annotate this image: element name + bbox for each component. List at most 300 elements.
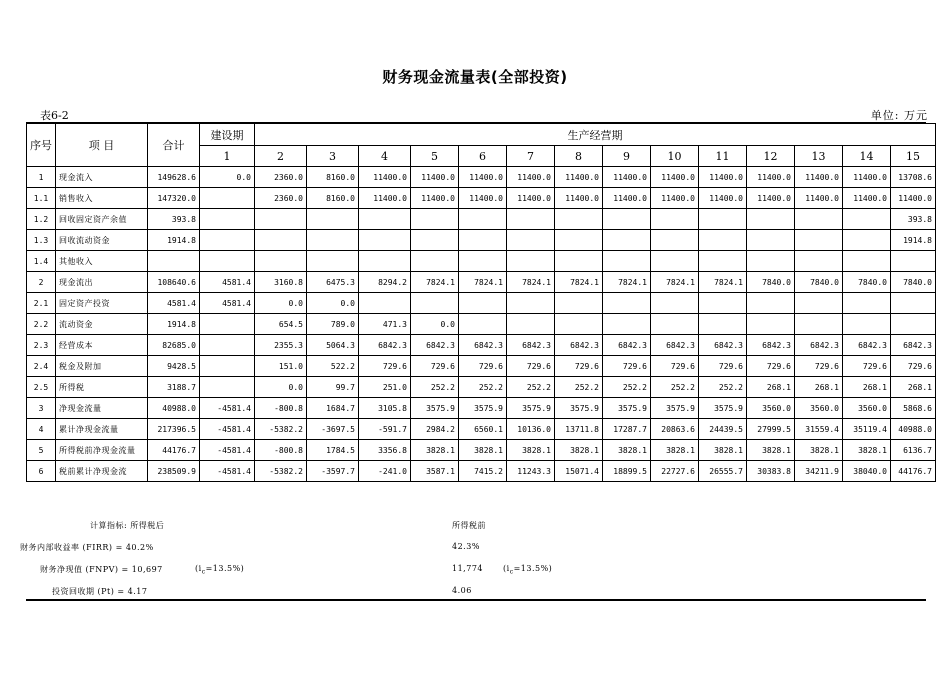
table-row — [27, 440, 936, 461]
row-value — [359, 251, 411, 272]
header-period-12: 12 — [747, 146, 795, 167]
row-value: 8160.0 — [307, 167, 359, 188]
row-value: 252.2 — [555, 377, 603, 398]
row-value — [459, 251, 507, 272]
header-period-5: 5 — [411, 146, 459, 167]
row-value: 252.2 — [651, 377, 699, 398]
row-value — [255, 209, 307, 230]
header-construction: 建设期 — [200, 124, 255, 146]
unit-label: 单位: 万元 — [870, 109, 928, 122]
row-value: 11400.0 — [603, 188, 651, 209]
row-value: 7840.0 — [747, 272, 795, 293]
header-row — [27, 124, 936, 146]
row-number: 2 — [27, 272, 56, 293]
row-total: 108640.6 — [148, 272, 200, 293]
table-row — [27, 293, 936, 314]
row-value: 471.3 — [359, 314, 411, 335]
table-row — [27, 377, 936, 398]
row-value: 13711.8 — [555, 419, 603, 440]
row-value — [891, 293, 936, 314]
row-value — [200, 377, 255, 398]
row-value: 11400.0 — [843, 167, 891, 188]
row-value: 35119.4 — [843, 419, 891, 440]
row-value: 729.6 — [603, 356, 651, 377]
row-value: 7415.2 — [459, 461, 507, 482]
table-row — [27, 356, 936, 377]
row-value — [307, 251, 359, 272]
row-value: 6842.3 — [603, 335, 651, 356]
row-value — [359, 209, 411, 230]
row-item: 所得税 — [56, 377, 148, 398]
row-value — [651, 251, 699, 272]
table-row — [27, 461, 936, 482]
row-value: 2984.2 — [411, 419, 459, 440]
row-value: 6842.3 — [699, 335, 747, 356]
row-value: 3828.1 — [795, 440, 843, 461]
row-value: 7824.1 — [555, 272, 603, 293]
row-value: 17287.7 — [603, 419, 651, 440]
cash-flow-table — [26, 123, 936, 482]
row-value: 0.0 — [411, 314, 459, 335]
row-value — [747, 314, 795, 335]
page-title: 财务现金流量表(全部投资) — [382, 68, 568, 86]
row-value: 11400.0 — [795, 167, 843, 188]
row-value — [843, 251, 891, 272]
row-value: 1684.7 — [307, 398, 359, 419]
row-value — [603, 293, 651, 314]
row-value — [651, 230, 699, 251]
row-item: 现金流入 — [56, 167, 148, 188]
row-value: 6842.3 — [555, 335, 603, 356]
row-value — [307, 230, 359, 251]
row-value: 3828.1 — [555, 440, 603, 461]
row-value: 729.6 — [555, 356, 603, 377]
row-item: 固定资产投资 — [56, 293, 148, 314]
row-value: 30383.8 — [747, 461, 795, 482]
row-number: 2.5 — [27, 377, 56, 398]
row-value — [555, 314, 603, 335]
row-value: 11400.0 — [459, 167, 507, 188]
row-total — [148, 251, 200, 272]
row-value: 4581.4 — [200, 272, 255, 293]
payback-label: 投资回收期 (Pt) = 4.17 — [52, 587, 148, 596]
row-value: 3828.1 — [459, 440, 507, 461]
row-value: 40988.0 — [891, 419, 936, 440]
row-value — [699, 251, 747, 272]
row-value: 654.5 — [255, 314, 307, 335]
row-value: 11400.0 — [507, 167, 555, 188]
row-value: 7824.1 — [603, 272, 651, 293]
row-total: 1914.8 — [148, 314, 200, 335]
row-value: 3575.9 — [699, 398, 747, 419]
header-period-6: 6 — [459, 146, 507, 167]
row-value — [651, 293, 699, 314]
row-value — [843, 230, 891, 251]
row-value: 268.1 — [795, 377, 843, 398]
row-value: 11400.0 — [699, 188, 747, 209]
row-value — [200, 356, 255, 377]
row-value — [459, 293, 507, 314]
row-value: 15071.4 — [555, 461, 603, 482]
row-value: 3560.0 — [843, 398, 891, 419]
table-row — [27, 272, 936, 293]
row-value — [843, 209, 891, 230]
row-value: 7824.1 — [651, 272, 699, 293]
row-value: 252.2 — [507, 377, 555, 398]
row-value: 11400.0 — [555, 167, 603, 188]
table-row — [27, 209, 936, 230]
row-value — [507, 209, 555, 230]
row-value: 5064.3 — [307, 335, 359, 356]
header-period-11: 11 — [699, 146, 747, 167]
fnpv-label: 财务净现值 (FNPV) = 10,697 — [40, 565, 163, 574]
row-value — [891, 314, 936, 335]
row-value: 3828.1 — [699, 440, 747, 461]
row-total: 393.8 — [148, 209, 200, 230]
row-total: 40988.0 — [148, 398, 200, 419]
row-value: 11400.0 — [411, 167, 459, 188]
row-value: 11400.0 — [699, 167, 747, 188]
row-value: 6136.7 — [891, 440, 936, 461]
row-value: 8294.2 — [359, 272, 411, 293]
table-row — [27, 335, 936, 356]
table-number: 表6-2 — [40, 109, 69, 122]
header-period-9: 9 — [603, 146, 651, 167]
fnpv-before-rate-note: $(i_c=13.5\%)$ — [503, 564, 553, 576]
row-total: 238509.9 — [148, 461, 200, 482]
table-row — [27, 314, 936, 335]
row-total: 1914.8 — [148, 230, 200, 251]
row-value: 31559.4 — [795, 419, 843, 440]
row-item: 其他收入 — [56, 251, 148, 272]
row-value: -4581.4 — [200, 461, 255, 482]
row-value: 268.1 — [891, 377, 936, 398]
header-period-2: 2 — [255, 146, 307, 167]
row-value: 252.2 — [459, 377, 507, 398]
header-period-3: 3 — [307, 146, 359, 167]
fnpv-before-value: 11,774 — [452, 564, 483, 573]
row-value: 11400.0 — [507, 188, 555, 209]
row-value: -800.8 — [255, 398, 307, 419]
row-value: 3575.9 — [651, 398, 699, 419]
row-value: -5382.2 — [255, 419, 307, 440]
row-value — [507, 314, 555, 335]
row-value: 729.6 — [507, 356, 555, 377]
row-value — [459, 209, 507, 230]
row-value: 3828.1 — [843, 440, 891, 461]
row-value: 3575.9 — [507, 398, 555, 419]
row-value: 38040.0 — [843, 461, 891, 482]
row-total: 149628.6 — [148, 167, 200, 188]
row-value — [603, 251, 651, 272]
row-value: 7824.1 — [459, 272, 507, 293]
row-value: 1784.5 — [307, 440, 359, 461]
table-row — [27, 419, 936, 440]
row-value: 11400.0 — [555, 188, 603, 209]
row-value: 7840.0 — [795, 272, 843, 293]
row-total: 82685.0 — [148, 335, 200, 356]
row-value: 3160.8 — [255, 272, 307, 293]
row-value: 3575.9 — [459, 398, 507, 419]
row-value: 6842.3 — [459, 335, 507, 356]
row-value: 252.2 — [603, 377, 651, 398]
row-value: -3697.5 — [307, 419, 359, 440]
row-value: 11400.0 — [891, 188, 936, 209]
header-production: 生产经营期 — [255, 124, 936, 146]
row-value: 3560.0 — [747, 398, 795, 419]
row-value — [359, 230, 411, 251]
row-value: 20863.6 — [651, 419, 699, 440]
header-period-14: 14 — [843, 146, 891, 167]
row-value: 7824.1 — [411, 272, 459, 293]
header-seq: 序号 — [27, 124, 56, 167]
header-period-13: 13 — [795, 146, 843, 167]
row-value — [255, 251, 307, 272]
row-value — [699, 209, 747, 230]
row-value: 2355.3 — [255, 335, 307, 356]
row-value — [507, 293, 555, 314]
row-value: 26555.7 — [699, 461, 747, 482]
row-value: 11400.0 — [359, 188, 411, 209]
row-total: 9428.5 — [148, 356, 200, 377]
row-number: 6 — [27, 461, 56, 482]
row-value: 3356.8 — [359, 440, 411, 461]
row-value — [795, 293, 843, 314]
row-value: 6842.3 — [507, 335, 555, 356]
row-value: 11243.3 — [507, 461, 555, 482]
table-row — [27, 398, 936, 419]
header-period-15: 15 — [891, 146, 936, 167]
header-period-8: 8 — [555, 146, 603, 167]
header-period-1: 1 — [200, 146, 255, 167]
row-value — [411, 209, 459, 230]
row-value: 268.1 — [843, 377, 891, 398]
row-number: 4 — [27, 419, 56, 440]
row-item: 净现金流量 — [56, 398, 148, 419]
row-value — [411, 230, 459, 251]
row-value: 11400.0 — [411, 188, 459, 209]
table-row — [27, 167, 936, 188]
indicator-after-label: 计算指标: 所得税后 — [90, 521, 165, 530]
row-value: 252.2 — [699, 377, 747, 398]
table-row — [27, 251, 936, 272]
row-value — [555, 230, 603, 251]
row-value — [795, 251, 843, 272]
row-value: 729.6 — [891, 356, 936, 377]
row-value: 99.7 — [307, 377, 359, 398]
row-value: 10136.0 — [507, 419, 555, 440]
row-value: 6560.1 — [459, 419, 507, 440]
row-value: 22727.6 — [651, 461, 699, 482]
row-item: 回收流动资金 — [56, 230, 148, 251]
row-number: 2.1 — [27, 293, 56, 314]
row-value: 729.6 — [843, 356, 891, 377]
table-row — [27, 188, 936, 209]
row-value — [795, 209, 843, 230]
row-number: 1.3 — [27, 230, 56, 251]
row-value — [411, 293, 459, 314]
row-value — [747, 293, 795, 314]
row-value: 7840.0 — [843, 272, 891, 293]
row-value — [359, 293, 411, 314]
row-value — [200, 209, 255, 230]
header-item: 项 目 — [56, 124, 148, 167]
row-value: 11400.0 — [747, 167, 795, 188]
row-value — [200, 314, 255, 335]
row-value: 11400.0 — [795, 188, 843, 209]
row-value — [307, 209, 359, 230]
row-value — [200, 230, 255, 251]
row-value — [699, 230, 747, 251]
row-value: 11400.0 — [603, 167, 651, 188]
row-value: 151.0 — [255, 356, 307, 377]
row-value: 5868.6 — [891, 398, 936, 419]
row-value — [651, 314, 699, 335]
row-value: 522.2 — [307, 356, 359, 377]
row-value: 3828.1 — [411, 440, 459, 461]
row-value — [603, 230, 651, 251]
header-period-10: 10 — [651, 146, 699, 167]
row-value: -591.7 — [359, 419, 411, 440]
row-value: 18899.5 — [603, 461, 651, 482]
row-item: 销售收入 — [56, 188, 148, 209]
row-value — [459, 230, 507, 251]
row-value — [200, 251, 255, 272]
header-total: 合计 — [148, 124, 200, 167]
row-value: 0.0 — [255, 293, 307, 314]
row-number: 3 — [27, 398, 56, 419]
row-value — [699, 314, 747, 335]
row-value: 3575.9 — [555, 398, 603, 419]
fnpv-rate-note: $(i_c=13.5\%)$ — [195, 564, 245, 576]
row-value — [507, 230, 555, 251]
row-value: -241.0 — [359, 461, 411, 482]
row-value: 11400.0 — [459, 188, 507, 209]
row-item: 累计净现金流量 — [56, 419, 148, 440]
payback-before-value: 4.06 — [452, 586, 472, 595]
row-value — [747, 230, 795, 251]
firr-before-value: 42.3% — [452, 542, 480, 551]
row-value — [555, 251, 603, 272]
row-total: 44176.7 — [148, 440, 200, 461]
row-value: 6475.3 — [307, 272, 359, 293]
row-value: 24439.5 — [699, 419, 747, 440]
table-row — [27, 230, 936, 251]
row-value — [795, 230, 843, 251]
row-value — [699, 293, 747, 314]
row-value: 729.6 — [359, 356, 411, 377]
row-value: 0.0 — [200, 167, 255, 188]
row-value: 3105.8 — [359, 398, 411, 419]
row-value — [891, 251, 936, 272]
row-value — [459, 314, 507, 335]
row-value: 729.6 — [459, 356, 507, 377]
row-value — [747, 209, 795, 230]
row-value: -4581.4 — [200, 419, 255, 440]
row-value: 729.6 — [651, 356, 699, 377]
row-value: 11400.0 — [359, 167, 411, 188]
row-value: 11400.0 — [747, 188, 795, 209]
row-value: 7824.1 — [699, 272, 747, 293]
row-value: 7840.0 — [891, 272, 936, 293]
row-value: 6842.3 — [891, 335, 936, 356]
row-value: 3575.9 — [603, 398, 651, 419]
row-value — [747, 251, 795, 272]
row-value: 7824.1 — [507, 272, 555, 293]
row-value: 252.2 — [411, 377, 459, 398]
row-value — [555, 209, 603, 230]
row-number: 2.3 — [27, 335, 56, 356]
row-value — [651, 209, 699, 230]
row-value: -800.8 — [255, 440, 307, 461]
row-value: 6842.3 — [411, 335, 459, 356]
row-value: 789.0 — [307, 314, 359, 335]
table-bottom-rule — [26, 599, 926, 601]
row-value — [603, 209, 651, 230]
row-value — [555, 293, 603, 314]
row-value: 11400.0 — [843, 188, 891, 209]
row-number: 1 — [27, 167, 56, 188]
row-value: 729.6 — [699, 356, 747, 377]
row-value: 3575.9 — [411, 398, 459, 419]
row-item: 流动资金 — [56, 314, 148, 335]
row-value — [200, 335, 255, 356]
row-value — [795, 314, 843, 335]
row-value: 251.0 — [359, 377, 411, 398]
header-period-4: 4 — [359, 146, 411, 167]
row-value: 3828.1 — [651, 440, 699, 461]
row-value: 44176.7 — [891, 461, 936, 482]
row-number: 1.4 — [27, 251, 56, 272]
row-value: 4581.4 — [200, 293, 255, 314]
row-value: 393.8 — [891, 209, 936, 230]
row-value: 27999.5 — [747, 419, 795, 440]
row-value: -5382.2 — [255, 461, 307, 482]
header-period-7: 7 — [507, 146, 555, 167]
row-value: 0.0 — [307, 293, 359, 314]
row-value: 8160.0 — [307, 188, 359, 209]
row-value: 3828.1 — [747, 440, 795, 461]
row-value: 3828.1 — [603, 440, 651, 461]
row-value — [843, 293, 891, 314]
row-value: 729.6 — [411, 356, 459, 377]
row-value — [507, 251, 555, 272]
row-item: 现金流出 — [56, 272, 148, 293]
row-value — [200, 188, 255, 209]
row-total: 217396.5 — [148, 419, 200, 440]
row-number: 1.1 — [27, 188, 56, 209]
row-total: 147320.0 — [148, 188, 200, 209]
row-value: 2360.0 — [255, 188, 307, 209]
row-number: 2.2 — [27, 314, 56, 335]
row-value: 268.1 — [747, 377, 795, 398]
row-value: 0.0 — [255, 377, 307, 398]
row-value — [603, 314, 651, 335]
row-value: 6842.3 — [843, 335, 891, 356]
row-number: 1.2 — [27, 209, 56, 230]
row-item: 所得税前净现金流量 — [56, 440, 148, 461]
row-value — [411, 251, 459, 272]
row-value: 729.6 — [747, 356, 795, 377]
row-item: 税前累计净现金流 — [56, 461, 148, 482]
firr-label: 财务内部收益率 (FIRR) = 40.2% — [20, 543, 154, 552]
row-value: 2360.0 — [255, 167, 307, 188]
row-value: 3560.0 — [795, 398, 843, 419]
row-value — [255, 230, 307, 251]
row-value: 6842.3 — [359, 335, 411, 356]
row-value: 6842.3 — [795, 335, 843, 356]
row-item: 回收固定资产余值 — [56, 209, 148, 230]
